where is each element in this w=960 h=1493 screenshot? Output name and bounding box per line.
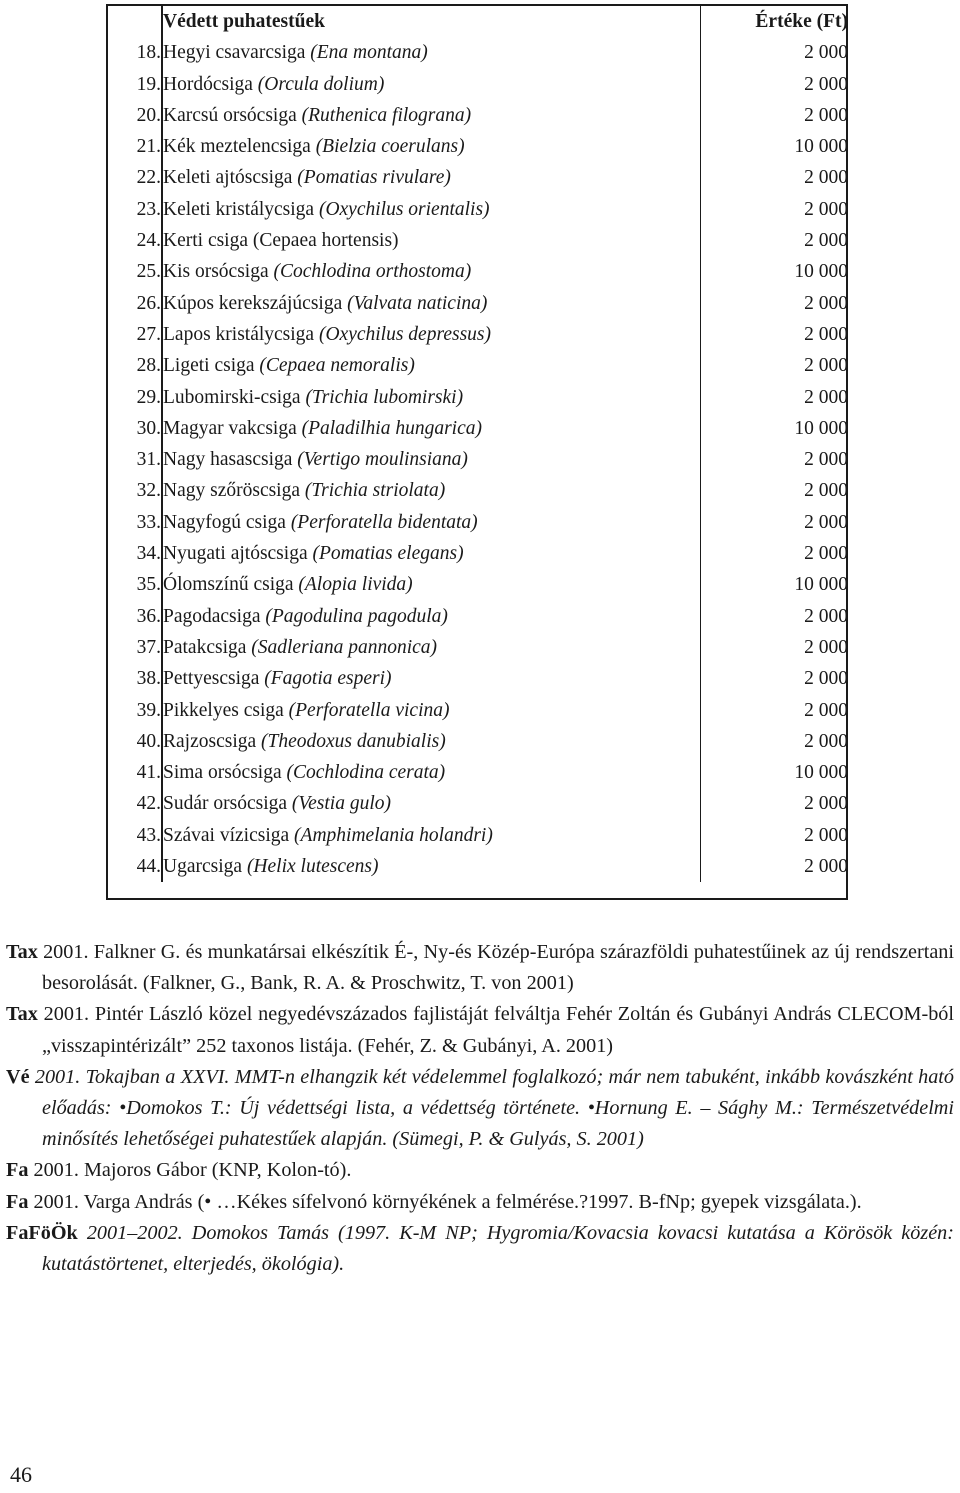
note-entry [6, 999, 954, 1061]
common-name: Ólomszínű csiga [163, 574, 294, 596]
note-tag: Vé [6, 1065, 30, 1088]
row-number: 41. [108, 757, 162, 788]
table-row [108, 569, 848, 600]
row-number: 37. [108, 632, 162, 663]
common-name: Nagy szőröscsiga [163, 480, 301, 502]
row-number: 31. [108, 444, 162, 475]
value-cell: 2 000 [804, 543, 848, 565]
scientific-name: (Ena montana) [310, 42, 428, 64]
scientific-name: (Bielzia coerulans) [315, 136, 465, 158]
scientific-name: (Cochlodina cerata) [286, 762, 446, 784]
note-tag: Tax [6, 941, 38, 963]
note-text: 2001. Varga András (• …Kékes sífelvonó környékének a felmérése.?1997. B-fNp; gyepek vizsgálata.). [28, 1190, 862, 1213]
species-name [162, 632, 700, 663]
species-name [162, 256, 700, 287]
scientific-name: (Cochlodina orthostoma) [273, 261, 472, 283]
row-number: 26. [108, 288, 162, 319]
value-cell: 2 000 [804, 668, 848, 690]
row-number: 20. [108, 100, 162, 131]
row-number: 42. [108, 788, 162, 819]
table-row [108, 695, 848, 726]
table-row [108, 37, 848, 68]
common-name: Kerti csiga (Cepaea hortensis) [163, 230, 399, 252]
species-name [162, 538, 700, 569]
row-number: 32. [108, 475, 162, 506]
note-text: 2001. Tokajban a XXVI. MMT-n elhangzik két védelemmel foglalkozó; már nem tabuként, inkább kovászként ható előadás: •Domokos T.: Új védettségi lista, a védettség története. •Hornung E. – Sághy M.: Természetvédelmi minősítés lehetőségei puhatestűek alapján. (Sümegi, P. & Gulyás, S. 2001) [29, 1065, 954, 1151]
note-entry [6, 1062, 954, 1156]
scientific-name: (Paladilhia hungarica) [301, 417, 482, 439]
table-row [108, 288, 848, 319]
species-name [162, 475, 700, 506]
value-cell: 2 000 [804, 230, 848, 252]
note-entry [6, 937, 954, 999]
common-name: Hegyi csavarcsiga [163, 42, 306, 64]
table-row [108, 820, 848, 851]
species-table-frame [106, 4, 848, 900]
row-number: 21. [108, 131, 162, 162]
note-text: 2001. Falkner G. és munkatársai elkészítik É-, Ny-és Közép-Európa szárazföldi puhatestűinek az új rendszertani besorolását. (Falkner, G., Bank, R. A. & Proschwitz, T. von 2001) [37, 941, 954, 995]
header-species: Védett puhatestűek [162, 6, 700, 37]
common-name: Sima orsócsiga [163, 762, 282, 784]
species-name [162, 851, 700, 882]
row-number: 22. [108, 162, 162, 193]
value-cell: 2 000 [804, 449, 848, 471]
note-tag: Fa [6, 1190, 29, 1213]
common-name: Hordócsiga [163, 73, 253, 95]
species-name [162, 350, 700, 381]
scientific-name: (Valvata naticina) [347, 292, 488, 314]
common-name: Nyugati ajtóscsiga [163, 543, 308, 565]
row-number: 34. [108, 538, 162, 569]
scientific-name: (Alopia livida) [298, 574, 413, 596]
row-number: 29. [108, 382, 162, 413]
note-entry [6, 1218, 954, 1280]
row-number: 36. [108, 601, 162, 632]
row-number: 27. [108, 319, 162, 350]
species-name [162, 507, 700, 538]
scientific-name: (Sadleriana pannonica) [251, 636, 438, 658]
note-text: 2001–2002. Domokos Tamás (1997. K-M NP; Hygromia/Kovacsia kovacsi kutatása a Körösök közén: kutatástörtenet, elterjedés, ökológia). [42, 1221, 954, 1276]
species-name [162, 788, 700, 819]
value-cell: 10 000 [794, 136, 848, 158]
table-row [108, 788, 848, 819]
row-number: 44. [108, 851, 162, 882]
value-cell: 2 000 [804, 699, 848, 721]
common-name: Sudár orsócsiga [163, 793, 288, 815]
common-name: Keleti ajtóscsiga [163, 167, 293, 189]
scientific-name: (Amphimelania holandri) [294, 824, 493, 846]
scientific-name: (Pomatias rivulare) [297, 167, 451, 189]
scientific-name: (Theodoxus danubialis) [261, 730, 446, 752]
table-row [108, 382, 848, 413]
note-text: 2001. Majoros Gábor (KNP, Kolon-tó). [28, 1159, 352, 1182]
table-row [108, 194, 848, 225]
table-row [108, 757, 848, 788]
species-name [162, 131, 700, 162]
row-number: 19. [108, 69, 162, 100]
row-number: 38. [108, 663, 162, 694]
species-name [162, 601, 700, 632]
common-name: Karcsú orsócsiga [163, 104, 297, 126]
value-cell: 2 000 [804, 511, 848, 533]
value-cell: 2 000 [804, 104, 848, 126]
value-cell: 2 000 [804, 386, 848, 408]
common-name: Patakcsiga [163, 636, 247, 658]
header-value: Értéke (Ft) [755, 11, 848, 32]
table-row [108, 100, 848, 131]
value-cell: 2 000 [804, 636, 848, 658]
scientific-name: (Helix lutescens) [246, 856, 379, 878]
common-name: Rajzoscsiga [163, 730, 257, 752]
species-name [162, 757, 700, 788]
species-name [162, 162, 700, 193]
chronology-notes [6, 937, 954, 1280]
species-name [162, 726, 700, 757]
scientific-name: (Perforatella vicina) [288, 699, 450, 721]
scientific-name: (Pomatias elegans) [312, 543, 464, 565]
table-row [108, 851, 848, 882]
common-name: Pettyescsiga [163, 668, 260, 690]
table-header-row [108, 6, 848, 37]
value-cell: 2 000 [804, 605, 848, 627]
value-cell: 2 000 [804, 323, 848, 345]
table-row [108, 444, 848, 475]
value-cell: 2 000 [804, 292, 848, 314]
species-name [162, 319, 700, 350]
header-number-cell [108, 6, 162, 37]
value-cell: 2 000 [804, 73, 848, 95]
scientific-name: (Oxychilus orientalis) [318, 198, 490, 220]
value-cell: 2 000 [804, 355, 848, 377]
species-name [162, 194, 700, 225]
value-cell: 2 000 [804, 856, 848, 878]
scientific-name: (Trichia lubomirski) [305, 386, 464, 408]
common-name: Kis orsócsiga [163, 261, 269, 283]
scientific-name: (Trichia striolata) [304, 480, 446, 502]
row-number: 25. [108, 256, 162, 287]
table-row [108, 538, 848, 569]
row-number: 33. [108, 507, 162, 538]
species-name [162, 225, 700, 256]
table-row [108, 131, 848, 162]
table-row [108, 69, 848, 100]
value-cell: 10 000 [794, 574, 848, 596]
row-number: 23. [108, 194, 162, 225]
row-number: 40. [108, 726, 162, 757]
note-tag: Fa [6, 1159, 29, 1182]
value-cell: 2 000 [804, 793, 848, 815]
scientific-name: (Orcula dolium) [257, 73, 385, 95]
table-row [108, 663, 848, 694]
note-tag: Tax [6, 1003, 38, 1026]
scientific-name: (Pagodulina pagodula) [265, 605, 448, 627]
species-name [162, 695, 700, 726]
row-number: 18. [108, 37, 162, 68]
scientific-name: (Vertigo moulinsiana) [297, 449, 468, 471]
common-name: Lubomirski-csiga [163, 386, 301, 408]
value-cell: 2 000 [804, 42, 848, 64]
scientific-name: (Cepaea nemoralis) [259, 355, 415, 377]
value-cell: 2 000 [804, 480, 848, 502]
table-row [108, 256, 848, 287]
value-cell: 10 000 [794, 762, 848, 784]
common-name: Szávai vízicsiga [163, 824, 290, 846]
common-name: Ugarcsiga [163, 856, 243, 878]
value-cell: 2 000 [804, 824, 848, 846]
species-name [162, 663, 700, 694]
row-number: 43. [108, 820, 162, 851]
value-cell: 10 000 [794, 261, 848, 283]
common-name: Kék meztelencsiga [163, 136, 311, 158]
common-name: Kúpos kerekszájúcsiga [163, 292, 343, 314]
table-row [108, 601, 848, 632]
note-entry [6, 1155, 954, 1186]
scientific-name: (Oxychilus depressus) [318, 323, 491, 345]
row-number: 30. [108, 413, 162, 444]
protected-molluscs-table [108, 6, 848, 882]
note-entry [6, 1187, 954, 1218]
note-tag: FaFöÖk [6, 1221, 78, 1244]
table-row [108, 632, 848, 663]
scientific-name: (Vestia gulo) [291, 793, 392, 815]
value-cell: 2 000 [804, 730, 848, 752]
note-text: 2001. Pintér László közel negyedévszázados fajlistáját felváltja Fehér Zoltán és Gubányi András CLECOM-ból „visszapintérizált” 252 taxonos listája. (Fehér, Z. & Gubányi, A. 2001) [37, 1003, 954, 1057]
common-name: Pikkelyes csiga [163, 699, 284, 721]
row-number: 24. [108, 225, 162, 256]
species-name [162, 444, 700, 475]
table-row [108, 225, 848, 256]
species-name [162, 37, 700, 68]
value-cell: 2 000 [804, 198, 848, 220]
table-row [108, 319, 848, 350]
table-row [108, 350, 848, 381]
value-cell: 2 000 [804, 167, 848, 189]
scientific-name: (Perforatella bidentata) [290, 511, 478, 533]
species-name [162, 413, 700, 444]
table-row [108, 413, 848, 444]
page-number: 46 [10, 1462, 32, 1487]
scientific-name: (Fagotia esperi) [264, 668, 392, 690]
table-row [108, 162, 848, 193]
species-name [162, 382, 700, 413]
table-row [108, 726, 848, 757]
common-name: Lapos kristálycsiga [163, 323, 315, 345]
common-name: Pagodacsiga [163, 605, 261, 627]
common-name: Nagyfogú csiga [163, 511, 286, 533]
scientific-name: (Ruthenica filograna) [301, 104, 472, 126]
row-number: 28. [108, 350, 162, 381]
common-name: Magyar vakcsiga [163, 417, 297, 439]
species-name [162, 69, 700, 100]
common-name: Nagy hasascsiga [163, 449, 293, 471]
row-number: 35. [108, 569, 162, 600]
table-row [108, 475, 848, 506]
common-name: Ligeti csiga [163, 355, 255, 377]
value-cell: 10 000 [794, 417, 848, 439]
species-name [162, 569, 700, 600]
species-name [162, 288, 700, 319]
common-name: Keleti kristálycsiga [163, 198, 315, 220]
row-number: 39. [108, 695, 162, 726]
species-name [162, 820, 700, 851]
table-row [108, 507, 848, 538]
species-name [162, 100, 700, 131]
